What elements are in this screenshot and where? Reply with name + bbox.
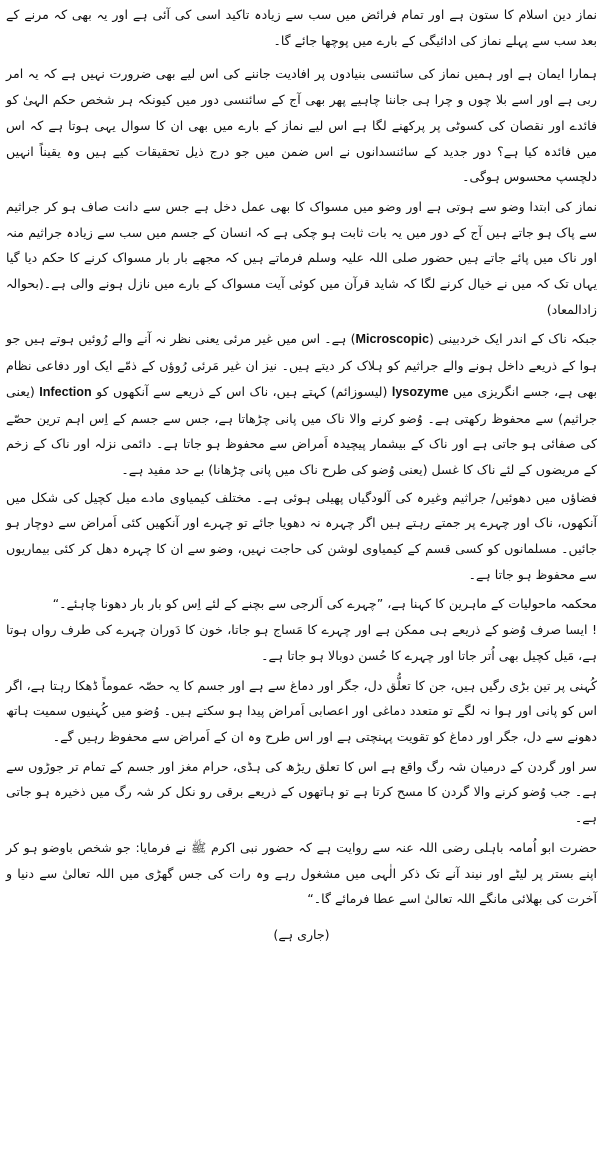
paragraph-faith: ہمارا ایمان ہے اور ہمیں نماز کی سائنسی بنیادوں پر افادیت جاننے کی اس لیے بھی ضرورت نہیں ہے کہ یہ امر ربی ہے اور اسے بلا چوں و چرا ہی جاننا چاہیے پھر بھی آج کے سائنسی دور میں کیونکہ ہر شخص حکم الہیٰ کو فائدے اور نقصان کی کسوٹی پر پرکھنے لگا ہے اس لیے نماز کے بارے میں بھی ان کا سوال یہی ہوتا ہے کہ اس میں فائدہ کیا ہے؟ دور جدید کے سائنسدانوں نے اس ضمن میں جو درج ذیل تحقیقات کیے ہیں وہ یقیناً انہیں دلچسپ محسوس ہوگی۔ [6,66,597,185]
paragraph-wudu-miswak: نماز کی ابتدا وضو سے ہوتی ہے اور وضو میں مسواک کا بھی عمل دخل ہے جس سے دانت صاف ہو کر جراثیم سے پاک ہو جاتے ہیں آج کے دور میں یہ بات ثابت ہو چکی ہے کہ انسان کے جسم میں سب سے زیادہ جراثیم منہ اور ناک میں پائے جاتے ہیں حضور صلی اللہ علیہ وسلم فرماتے ہیں کہ مجھے بار بار مسواک کرنے کا حکم دیا گیا یہاں تک کہ میں نے خیال کرنے لگا کہ شاید قرآن میں کوئی آیت مسواک کے بارے میں نازل ہونے والی ہے۔(بحوالہ زادالمعاد) [6,198,597,317]
paragraph-face-pollution: فضاؤں میں دھوئیں/ جراثیم وغیرہ کی آلودگیاں پھیلی ہوئی ہے۔ مختلف کیمیاوی مادے میل کچیل کی شکل میں آنکھوں، ناک اور چہرے پر جمتے رہتے ہیں اگر چہرہ نہ دھویا جائے تو چہرے اور آنکھیں کئی اَمراض سے دوچار ہو جائیں۔ مسلمانوں کو کسی قسم کے کیمیاوی لوشن کی حاجت نہیں، وضو سے ان کا چہرہ دھل کر کئی بیماریوں سے محفوظ ہو جاتا ہے۔ [6,489,597,582]
paragraph-environment-experts: محکمہ ماحولیات کے ماہرین کا کہنا ہے، ”چہرے کی اَلرجی سے بچنے کے لئے اِس کو بار بار دھونا چاہئے۔“ [52,596,597,612]
paragraph-intro: نماز دین اسلام کا ستون ہے اور تمام فرائض میں سب سے زیادہ تاکید اسی کی آئی ہے اور یہ بھی کہ مرنے کے بعد سب سے پہلے نماز کی ادائیگی کے بارے میں پوچھا جائے گا۔ [6,7,597,48]
paragraph-face-massage: ! ایسا صرف وُضو کے ذریعے ہی ممکن ہے اور چہرے کا مَساج ہو جاتا، خون کا دَوران چہرے کی طرف رواں ہوتا ہے، مَیل کچیل بھی اُتر جاتا اور چہرے کا حُسن دوبالا ہو جاتا ہے۔ [6,622,597,663]
paragraph-elbow-veins: کُہنی پر تین بڑی رگیں ہیں، جن کا تعلُّق دل، جگر اور دماغ سے ہے اور جسم کا یہ حصّہ عموماً ڈھکا رہتا ہے، اگر اس کو پانی اور ہوا نہ لگے تو متعدد دماغی اور اعصابی اَمراض پیدا ہو سکتے ہیں۔ وُضو میں کُہنیوں سمیت ہاتھ دھونے سے دل، جگر اور دماغ کو تقویت پہنچتی ہے اور اس طرح وہ ان کے اَمراض سے محفوظ رہیں گے۔ [6,677,597,744]
paragraph-neck-vein: سر اور گردن کے درمیان شہ رگ واقع ہے اس کا تعلق ریڑھ کی ہڈی، حرام مغز اور جسم کے تمام تر جوڑوں سے ہے۔ جب وُضو کرنے والا گردن کا مسح کرتا ہے تو ہاتھوں کے ذریعے برقی رو نکل کر شہ رگ میں ذخیرہ ہو جاتی ہے۔ [6,758,597,826]
continuation-note: (جاری ہے) [273,926,330,942]
paragraph-hadith: حضرت ابو اُمامہ باہلی رضی اللہ عنہ سے روایت ہے کہ حضور نبی اکرم ﷺ نے فرمایا: جو شخص باوضو ہو کر اپنے بستر پر لیٹے اور نیند آنے تک ذکر الٰہی میں مشغول رہے وہ رات کی جس گھڑی میں اللہ تعالیٰ سے دنیا و آخرت کی بھلائی مانگے اللہ تعالیٰ اسے عطا فرمائے گا۔“ [6,839,597,907]
paragraph-nose: جبکہ ناک کے اندر ایک خردبینی (Microscopic) ہے۔ اس میں غیر مرئی یعنی نظر نہ آنے والے رُوئیں ہوتے ہیں جو ہوا کے ذریعے داخل ہونے والے جراثیم کو ہلاک کر دیتے ہیں۔ نیز ان غیر مَرئی رُوؤں کے ذمّے ایک اور دفاعی نظام بھی ہے، جسے انگریزی میں lysozyme (لیسوزائم) کہتے ہیں، ناک اس کے ذریعے سے آنکھوں کو Infection (یعنی جراثیم) سے محفوظ رکھتی ہے۔ وُضو کرنے والا ناک میں پانی چڑھاتا ہے، جس سے جسم کے اِس اہم ترین حصّے کی صفائی ہو جاتی ہے اور ناک کے بیشمار پیچیدہ اَمراض سے محفوظ ہو جاتا ہے۔ دائمی نزلہ اور ناک کے زخم کے مریضوں کے لئے ناک کا غسل (یعنی وُضو کی طرح ناک میں پانی چڑھانا) بے حد مفید ہے۔ [6,331,598,477]
